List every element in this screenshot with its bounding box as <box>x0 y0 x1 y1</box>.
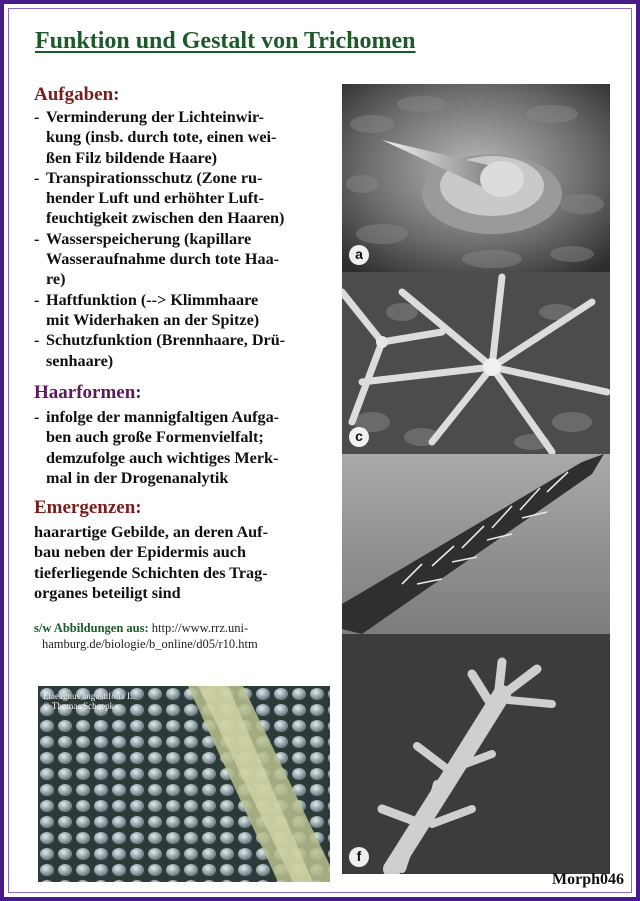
photo-c-letter: c <box>349 427 369 447</box>
aufgaben-item-line: Haftfunktion (--> Klimmhaare <box>46 290 259 309</box>
heading-aufgaben: Aufgaben: <box>34 84 120 105</box>
aufgaben-item-line: senhaare) <box>46 351 114 370</box>
emergenzen-line: tieferliegende Schichten des Trag- <box>34 563 268 582</box>
page-title: Funktion und Gestalt von Trichomen <box>35 28 416 54</box>
photo-elaeagnus-leaf <box>38 686 330 882</box>
emergenzen-line: haarartige Gebilde, an deren Auf- <box>34 523 268 541</box>
aufgaben-list-container <box>34 107 334 371</box>
aufgaben-item <box>34 107 334 168</box>
source-url-part1: http://www.rrz.uni- <box>151 621 249 635</box>
emergenzen-line: bau neben der Epidermis auch <box>34 543 246 562</box>
haarformen-list <box>34 407 334 488</box>
aufgaben-item <box>34 330 334 371</box>
haarformen-item-line: mal in der Drogenanalytik <box>46 468 229 487</box>
photo-a-hair <box>342 84 610 272</box>
aufgaben-item-line: kung (insb. durch tote, einen wei- <box>46 128 277 147</box>
aufgaben-item-line: ßen Filz bildende Haare) <box>46 148 218 167</box>
aufgaben-item-line: feuchtigkeit zwischen den Haaren) <box>46 209 285 228</box>
heading-emergenzen: Emergenzen: <box>34 497 142 518</box>
bullet-dash: - <box>34 108 40 126</box>
bullet-dash: - <box>34 290 40 309</box>
bullet-dash: - <box>34 408 40 426</box>
source-url-part2: hamburg.de/biologie/b_online/d05/r10.htm <box>42 636 258 651</box>
aufgaben-item <box>34 290 334 331</box>
haarformen-item-line: ben auch große Formenvielfalt; <box>46 428 264 447</box>
photo-f-letter: f <box>349 847 369 867</box>
bullet-dash: - <box>34 229 40 248</box>
source-label: s/w Abbildungen aus: <box>34 621 149 635</box>
document-code: Morph046 <box>552 871 624 888</box>
haarformen-item <box>34 407 334 488</box>
photo-caption <box>43 691 135 711</box>
bullet-dash: - <box>34 168 40 187</box>
aufgaben-item-line: Wasseraufnahme durch tote Haa- <box>46 250 280 269</box>
caption-species: Elaeagnus angustifolia L. <box>43 691 135 701</box>
aufgaben-item-line: Schutzfunktion (Brennhaare, Drü- <box>46 331 286 350</box>
emergenzen-line: organes beteiligt sind <box>34 583 181 602</box>
aufgaben-item-line: Transpirationsschutz (Zone ru- <box>46 168 263 187</box>
heading-haarformen: Haarformen: <box>34 382 142 403</box>
aufgaben-item-line: re) <box>46 270 66 289</box>
aufgaben-item-line: hender Luft und erhöhter Luft- <box>46 189 264 208</box>
photo-a-letter: a <box>349 245 369 265</box>
haarformen-item-line: infolge der mannigfaltigen Aufga- <box>46 408 280 426</box>
photo-f-branched-hair <box>342 634 610 874</box>
bullet-dash: - <box>34 331 40 350</box>
aufgaben-item-line: mit Widerhaken an der Spitze) <box>46 310 260 329</box>
image-source <box>34 621 258 652</box>
emergenzen-text <box>34 522 334 603</box>
caption-credit: © Thomas Schoepke <box>43 701 119 711</box>
photo-spiny-emergence <box>342 454 610 634</box>
haarformen-item-line: demzufolge auch wichtiges Merk- <box>46 448 279 467</box>
aufgaben-item-line: Verminderung der Lichteinwir- <box>46 108 264 126</box>
aufgaben-item <box>34 168 334 229</box>
aufgaben-list <box>34 107 334 371</box>
aufgaben-item-line: Wasserspeicherung (kapillare <box>46 229 252 248</box>
aufgaben-item <box>34 229 334 290</box>
haarformen-list-container <box>34 407 334 488</box>
photo-c-stellate-hairs <box>342 272 610 454</box>
